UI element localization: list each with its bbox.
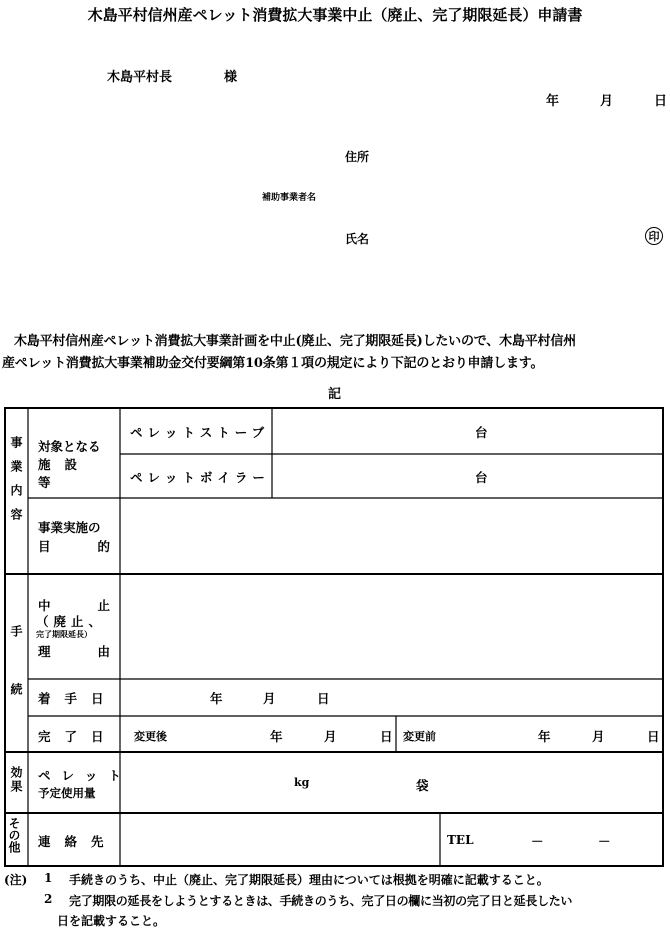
before-month: 月 (592, 729, 605, 744)
after-year: 年 (270, 729, 283, 744)
seal-mark: 印 (645, 227, 663, 245)
section-other-label: その他 (7, 817, 21, 853)
date-year: 年 (546, 94, 560, 109)
section-procedure-label: 手続 (9, 625, 23, 741)
document-title: 木島平村信州産ペレット消費拡大事業中止（廃止、完了期限延長）申請書 (87, 6, 583, 24)
start-label: 着手日 (38, 691, 118, 706)
stove-unit: 台 (475, 425, 488, 440)
addressee-name: 木島平村長 (107, 70, 173, 85)
complete-label: 完了日 (38, 729, 118, 744)
bag-unit: 袋 (416, 778, 429, 793)
before-year: 年 (538, 729, 551, 744)
reason-label-2: （廃止、 (36, 614, 107, 629)
pellet-label-1: ペレット (38, 768, 132, 783)
note-1-number: 1 (44, 871, 53, 885)
note-2-number: 2 (44, 892, 53, 906)
boiler-label: ペレットボイラー (130, 470, 270, 485)
reason-char: 中 (38, 598, 51, 613)
body-line-1: 木島平村信州産ペレット消費拡大事業計画を中止(廃止、完了期限延長)したいので、木島平村信州 (14, 334, 576, 349)
contact-label: 連絡先 (38, 834, 118, 849)
target-label-1: 対象となる (38, 439, 101, 454)
start-day: 日 (317, 691, 330, 706)
reason-label-4 (38, 642, 110, 660)
note-1-text: 手続きのうち、中止（廃止、完了期限延長）理由については根拠を明確に記載すること。 (69, 873, 549, 887)
address-label: 住所 (345, 150, 370, 164)
date-month: 月 (600, 94, 614, 109)
after-month: 月 (324, 729, 337, 744)
target-label-2: 施設等 (38, 457, 92, 490)
body-line-2: 産ペレット消費拡大事業補助金交付要綱第10条第１項の規定により下記のとおり申請します。 (2, 356, 544, 371)
business-name-label: 補助事業者名 (262, 193, 317, 203)
tel-label: TEL (447, 833, 474, 847)
addressee-honorific: 様 (224, 70, 238, 85)
section-effect-label: 効果 (9, 766, 23, 794)
after-day: 日 (380, 729, 393, 744)
stove-label: ペレットストーブ (130, 425, 270, 440)
purpose-char: 目 (38, 539, 51, 554)
purpose-label-1: 事業実施の (38, 520, 101, 535)
reason-char: 理 (38, 644, 51, 659)
note-2-text-line-2: 日を記載すること。 (57, 914, 166, 928)
reason-char: 止 (97, 598, 110, 613)
ki-heading: 記 (328, 387, 342, 402)
date-day: 日 (654, 94, 668, 109)
purpose-label-2 (38, 537, 110, 555)
reason-char: 由 (97, 644, 110, 659)
start-year: 年 (210, 691, 223, 706)
start-month: 月 (263, 691, 276, 706)
tel-dash-2: － (598, 834, 611, 849)
purpose-char: 的 (97, 539, 110, 554)
before-change-label: 変更前 (403, 730, 436, 743)
boiler-unit: 台 (475, 470, 488, 485)
before-day: 日 (647, 729, 660, 744)
note-2-text-line-1: 完了期限の延長をしようとするときは、手続きのうち、完了日の欄に当初の完了日と延長したい (69, 894, 573, 908)
after-change-label: 変更後 (134, 730, 167, 743)
note-prefix: (注) (4, 873, 28, 887)
pellet-label-2: 予定使用量 (38, 786, 96, 800)
reason-label-3: 完了期限延長） (36, 629, 92, 639)
tel-dash-1: － (531, 834, 544, 849)
name-label: 氏名 (345, 232, 370, 246)
section-business-label: 事業内容 (9, 436, 23, 532)
kg-unit: kg (294, 776, 310, 789)
